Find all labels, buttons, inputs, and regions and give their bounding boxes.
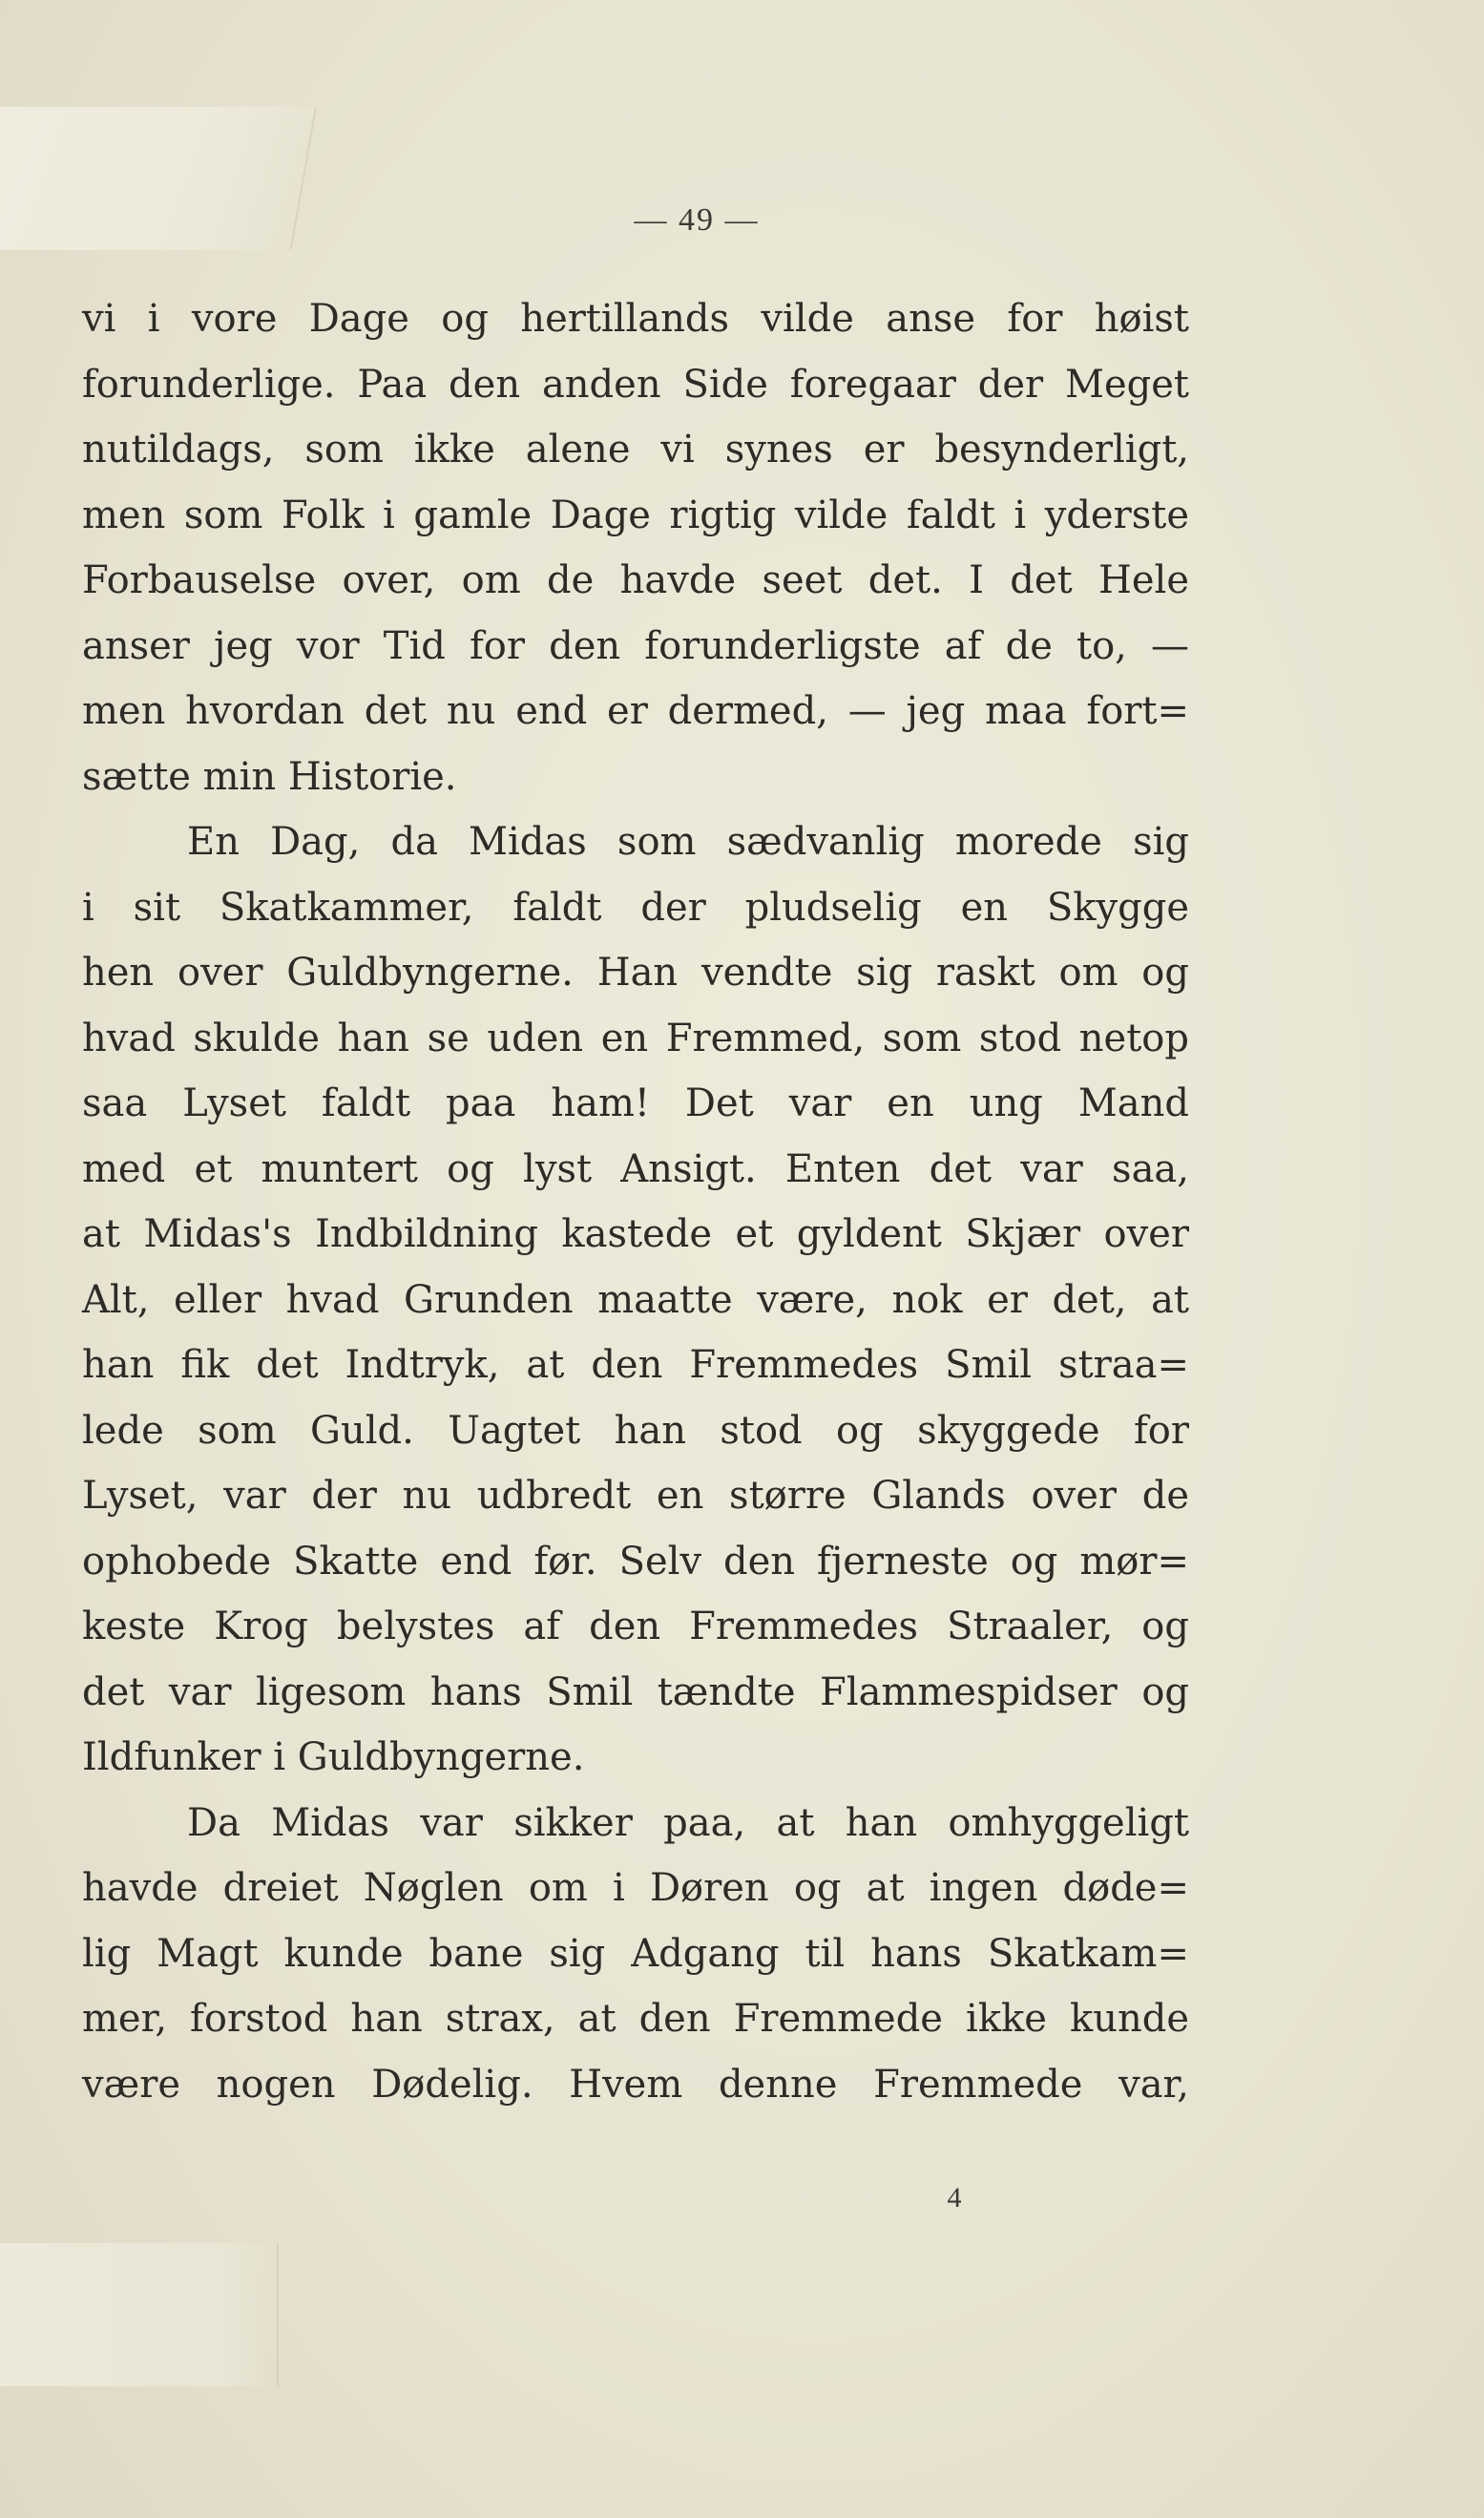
- text-line: Alt, eller hvad Grunden maatte være, nok er det, at: [82, 1277, 1189, 1322]
- body-text: [82, 286, 1189, 2117]
- text-line: havde dreiet Nøglen om i Døren og at ingen døde=: [82, 1866, 1189, 1910]
- text-line: lede som Guld. Uagtet han stod og skyggede for: [82, 1408, 1189, 1453]
- page-number: — 49 —: [634, 202, 760, 238]
- text-line: det var ligesom hans Smil tændte Flammespidser og: [82, 1669, 1189, 1714]
- text-line: Ildfunker i Guldbyngerne.: [82, 1735, 585, 1779]
- text-line: han fik det Indtryk, at den Fremmedes Smil straa=: [82, 1343, 1189, 1387]
- text-line: hen over Guldbyngerne. Han vendte sig raskt om og: [82, 951, 1189, 995]
- text-line: Da Midas var sikker paa, at han omhyggeligt: [187, 1800, 1189, 1845]
- text-line: saa Lyset faldt paa ham! Det var en ung Mand: [82, 1081, 1189, 1125]
- text-line: En Dag, da Midas som sædvanlig morede sig: [187, 820, 1189, 864]
- text-line: vi i vore Dage og hertillands vilde anse for høist: [82, 297, 1189, 341]
- text-line: ophobede Skatte end før. Selv den fjerneste og mør=: [82, 1539, 1189, 1584]
- paragraph: [82, 286, 1189, 809]
- text-line: lig Magt kunde bane sig Adgang til hans Skatkam=: [82, 1931, 1189, 1976]
- text-line: med et muntert og lyst Ansigt. Enten det var saa,: [82, 1146, 1189, 1191]
- text-line: nutildags, som ikke alene vi synes er besynderligt,: [82, 428, 1189, 472]
- text-line: sætte min Historie.: [82, 754, 457, 799]
- paper-stain-top: [0, 107, 317, 250]
- signature-mark: 4: [947, 2182, 962, 2214]
- text-line: men hvordan det nu end er dermed, — jeg maa fort=: [82, 689, 1189, 733]
- text-line: mer, forstod han strax, at den Fremmede ikke kunde: [82, 1997, 1189, 2041]
- text-line: anser jeg vor Tid for den forunderligste af de to, —: [82, 623, 1189, 668]
- text-line: keste Krog belystes af den Fremmedes Straaler, og: [82, 1605, 1189, 1648]
- text-line: Forbauselse over, om de havde seet det. I det Hele: [82, 558, 1189, 602]
- text-line: Lyset, var der nu udbredt en større Glands over de: [82, 1474, 1189, 1518]
- paper-stain-bottom: [0, 2243, 279, 2386]
- text-line: hvad skulde han se uden en Fremmed, som stod netop: [82, 1016, 1189, 1060]
- paragraph: [82, 1791, 1189, 2118]
- text-line: at Midas's Indbildning kastede et gyldent Skjær over: [82, 1212, 1189, 1256]
- text-line: være nogen Dødelig. Hvem denne Fremmede var,: [82, 2062, 1189, 2107]
- text-line: i sit Skatkammer, faldt der pludselig en Skygge: [82, 885, 1189, 930]
- paragraph: [82, 809, 1189, 1791]
- text-line: forunderlige. Paa den anden Side foregaar der Meget: [82, 362, 1189, 407]
- text-line: men som Folk i gamle Dage rigtig vilde faldt i yderste: [82, 493, 1189, 537]
